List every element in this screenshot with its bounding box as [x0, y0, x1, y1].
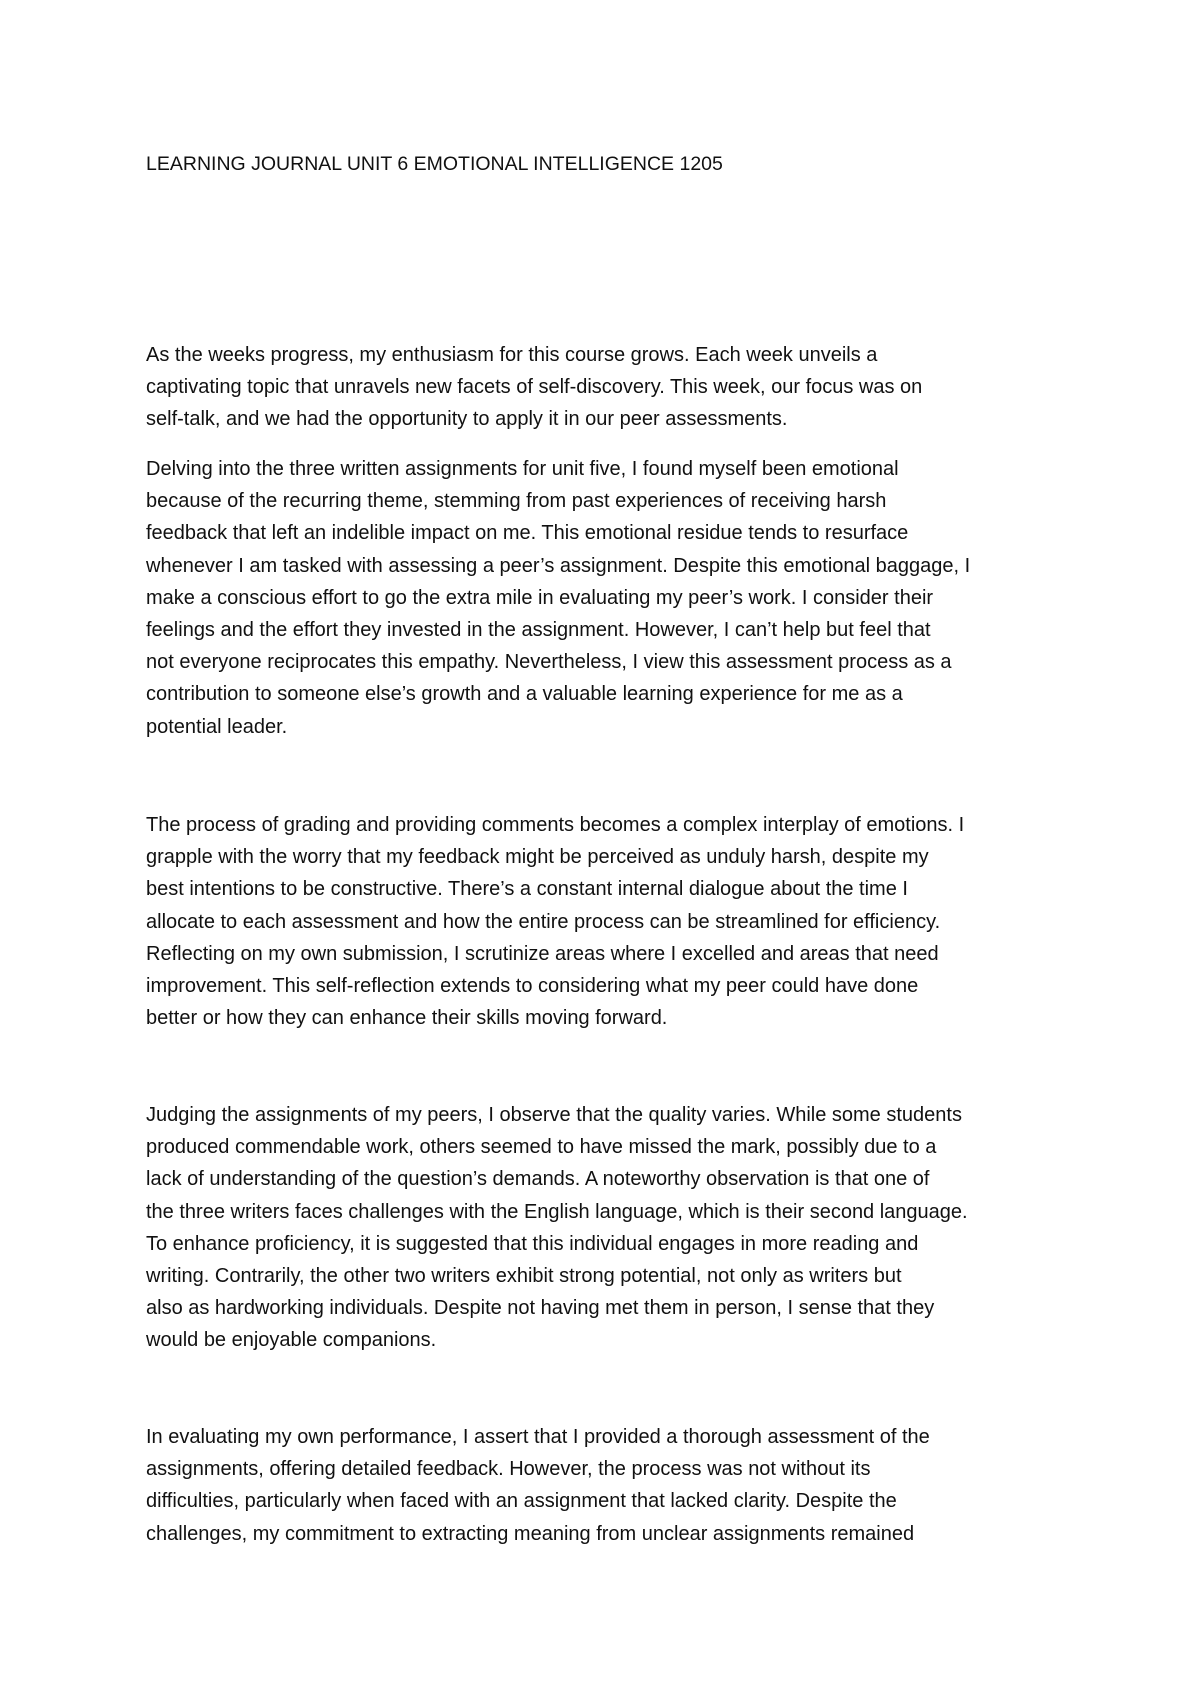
paragraph-line: contribution to someone else’s growth and a valuable learning experience for me as a — [146, 683, 903, 706]
paragraph-line: As the weeks progress, my enthusiasm for this course grows. Each week unveils a — [146, 344, 878, 366]
paragraph-line: self-talk, and we had the opportunity to apply it in our peer assessments. — [146, 408, 788, 431]
paragraph-line: lack of understanding of the question’s demands. A noteworthy observation is that one of — [146, 1168, 930, 1191]
paragraph-line: Reflecting on my own submission, I scrutinize areas where I excelled and areas that need — [146, 942, 939, 965]
paragraph-line: assignments, offering detailed feedback. However, the process was not without its — [146, 1458, 871, 1481]
paragraph-line: To enhance proficiency, it is suggested that this individual engages in more reading and — [146, 1232, 919, 1255]
paragraph-line: challenges, my commitment to extracting meaning from unclear assignments remained — [146, 1522, 915, 1545]
paragraph-line: produced commendable work, others seemed to have missed the mark, possibly due to a — [146, 1136, 937, 1159]
paragraph-line: grapple with the worry that my feedback might be perceived as unduly harsh, despite my — [146, 846, 929, 869]
paragraph-line: Judging the assignments of my peers, I observe that the quality varies. While some students — [146, 1104, 962, 1126]
paragraph-line: allocate to each assessment and how the entire process can be streamlined for efficiency. — [146, 910, 941, 933]
paragraph-5 — [146, 1421, 1076, 1550]
paragraph-line: writing. Contrarily, the other two writers exhibit strong potential, not only as writers but — [146, 1265, 902, 1288]
paragraph-line: captivating topic that unravels new facets of self-discovery. This week, our focus was on — [146, 376, 923, 399]
paragraph-line: because of the recurring theme, stemming from past experiences of receiving harsh — [146, 490, 887, 513]
paragraph-line: difficulties, particularly when faced with an assignment that lacked clarity. Despite the — [146, 1490, 897, 1513]
paragraph-3 — [146, 809, 1076, 1034]
paragraph-line: would be enjoyable companions. — [146, 1329, 437, 1352]
paragraph-line: In evaluating my own performance, I assert that I provided a thorough assessment of the — [146, 1426, 930, 1448]
paragraph-line: not everyone reciprocates this empathy. Nevertheless, I view this assessment process as a — [146, 651, 952, 674]
paragraph-line: make a conscious effort to go the extra mile in evaluating my peer’s work. I consider their — [146, 586, 934, 609]
paragraph-line: Delving into the three written assignments for unit five, I found myself been emotional — [146, 458, 899, 480]
paragraph-1 — [146, 339, 1076, 436]
paragraph-line: whenever I am tasked with assessing a peer’s assignment. Despite this emotional baggage, I — [146, 554, 971, 577]
paragraph-line: improvement. This self-reflection extends to considering what my peer could have done — [146, 975, 919, 998]
paragraph-line: the three writers faces challenges with the English language, which is their second language. — [146, 1200, 968, 1223]
paragraph-2 — [146, 453, 1076, 743]
paragraph-line: best intentions to be constructive. There’s a constant internal dialogue about the time I — [146, 878, 908, 901]
paragraph-4 — [146, 1099, 1076, 1357]
paragraph-line: also as hardworking individuals. Despite not having met them in person, I sense that they — [146, 1297, 935, 1320]
paragraph-line: better or how they can enhance their skills moving forward. — [146, 1007, 668, 1030]
paragraph-line: potential leader. — [146, 715, 288, 738]
paragraph-line: feelings and the effort they invested in the assignment. However, I can’t help but feel that — [146, 619, 931, 642]
paragraph-line: The process of grading and providing comments becomes a complex interplay of emotions. I — [146, 814, 965, 836]
paragraph-line: feedback that left an indelible impact on me. This emotional residue tends to resurface — [146, 522, 909, 545]
document-title: LEARNING JOURNAL UNIT 6 EMOTIONAL INTELLIGENCE 1205 — [146, 153, 723, 175]
